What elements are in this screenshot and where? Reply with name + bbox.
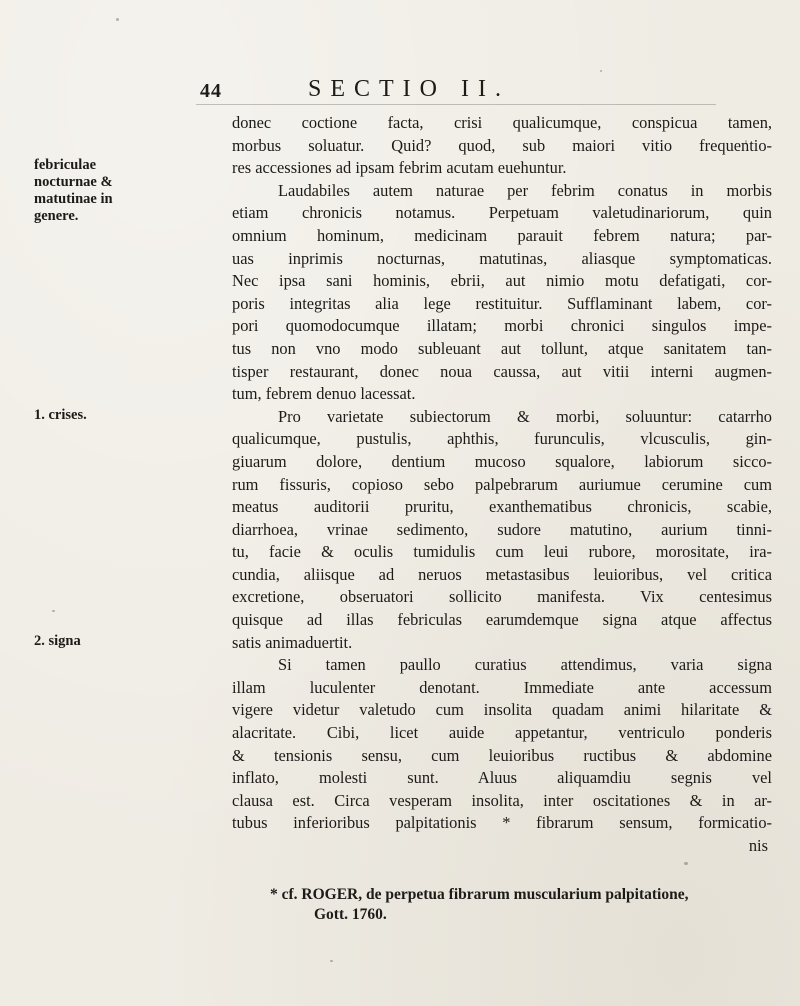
margin-note-signa [34, 633, 81, 650]
text-line: pori quomodocumque illatam; morbi chronici singulos impe- [232, 316, 772, 336]
paper-speck [52, 610, 55, 612]
margin-note-line: genere. [34, 208, 79, 224]
text-line: illam luculenter denotant. Immediate ante accessum [232, 677, 772, 697]
text-line: tum, febrem denuo lacessat. [232, 384, 416, 404]
text-line: tisper restaurant, donec noua caussa, aut vitii interni augmen- [232, 361, 772, 381]
margin-note-line: matutinae in [34, 191, 113, 207]
paper-speck [745, 140, 747, 143]
text-line: etiam chronicis notamus. Perpetuam valetudinariorum, quin [232, 203, 772, 223]
text-line: excretione, obseruatori sollicito manifesta. Vix centesimus [232, 587, 772, 607]
text-line: vigere videtur valetudo cum insolita quadam animi hilaritate & [232, 700, 772, 720]
page-number: 44 [200, 80, 222, 102]
text-line: rum fissuris, copioso sebo palpebrarum auriumue cerumine cum [232, 474, 772, 494]
paper-speck [684, 862, 688, 865]
catchword: nis [748, 836, 768, 855]
header-rule [196, 104, 716, 105]
text-line: tubus inferioribus palpitationis * fibrarum sensum, formicatio- [232, 813, 772, 833]
text-line: tus non vno modo subleuant aut tollunt, atque sanitatem tan- [232, 338, 772, 358]
text-line: clausa est. Circa vesperam insolita, inter oscitationes & in ar- [232, 790, 772, 810]
margin-note-crises [34, 407, 87, 424]
margin-note-line: febriculae [34, 157, 97, 173]
text-line: res accessiones ad ipsam febrim acutam euehuntur. [232, 158, 567, 178]
margin-note-febriculae [34, 157, 113, 225]
paper-speck [116, 18, 119, 21]
text-line: diarrhoea, vrinae sedimento, sudore matutino, aurium tinni- [232, 519, 772, 539]
body-text [232, 112, 772, 858]
page-header [0, 74, 800, 114]
footnote-line: Gott. 1760. [314, 906, 387, 923]
text-line: meatus auditorii pruritu, exanthematibus chronicis, scabie, [232, 497, 772, 517]
margin-note-line: 1. crises. [34, 407, 87, 423]
text-line: donec coctione facta, crisi qualicumque, conspicua tamen, [232, 113, 772, 132]
text-line: qualicumque, pustulis, aphthis, furunculis, vlcusculis, gin- [232, 429, 772, 449]
text-line: omnium hominum, medicinam parauit febrem natura; par- [232, 225, 772, 245]
text-line: morbus soluatur. Quid? quod, sub maiori vitio frequentio- [232, 135, 772, 155]
text-line: poris integritas alia lege restituitur. Sufflaminant labem, cor- [232, 293, 772, 313]
text-line: inflato, molesti sunt. Aluus aliquamdiu segnis vel [232, 768, 772, 788]
footnote [270, 885, 750, 925]
text-line: Laudabiles autem naturae per febrim conatus in morbis [278, 180, 772, 200]
text-line: satis animaduertit. [232, 632, 353, 652]
text-line: & tensionis sensu, cum leuioribus ructibus & abdomine [232, 745, 772, 765]
text-line: cundia, aliisque ad neruos metastasibus leuioribus, vel critica [232, 564, 772, 584]
text-line: tu, facie & oculis tumidulis cum leui rubore, morositate, ira- [232, 542, 772, 562]
paper-speck [600, 70, 602, 72]
text-line: Si tamen paullo curatius attendimus, varia signa [278, 655, 772, 675]
text-line: uas inprimis nocturnas, matutinas, aliasque symptomaticas. [232, 248, 772, 268]
text-line: Nec ipsa sani hominis, ebrii, aut nimio motu defatigati, cor- [232, 271, 772, 291]
margin-note-line: 2. signa [34, 633, 81, 649]
footnote-line: * cf. ROGER, de perpetua fibrarum muscularium palpitatione, [270, 886, 689, 903]
text-line: Pro varietate subiectorum & morbi, soluuntur: catarrho [278, 406, 772, 426]
text-line: alacritate. Cibi, licet auide appetantur, ventriculo ponderis [232, 723, 772, 743]
text-line: giuarum dolore, dentium mucoso squalore, labiorum sicco- [232, 451, 772, 471]
running-head: SECTIO II. [308, 76, 510, 102]
margin-note-line: nocturnae & [34, 174, 113, 190]
text-line: quisque ad illas febriculas earumdemque signa atque affectus [232, 610, 772, 630]
paper-speck [330, 960, 333, 962]
